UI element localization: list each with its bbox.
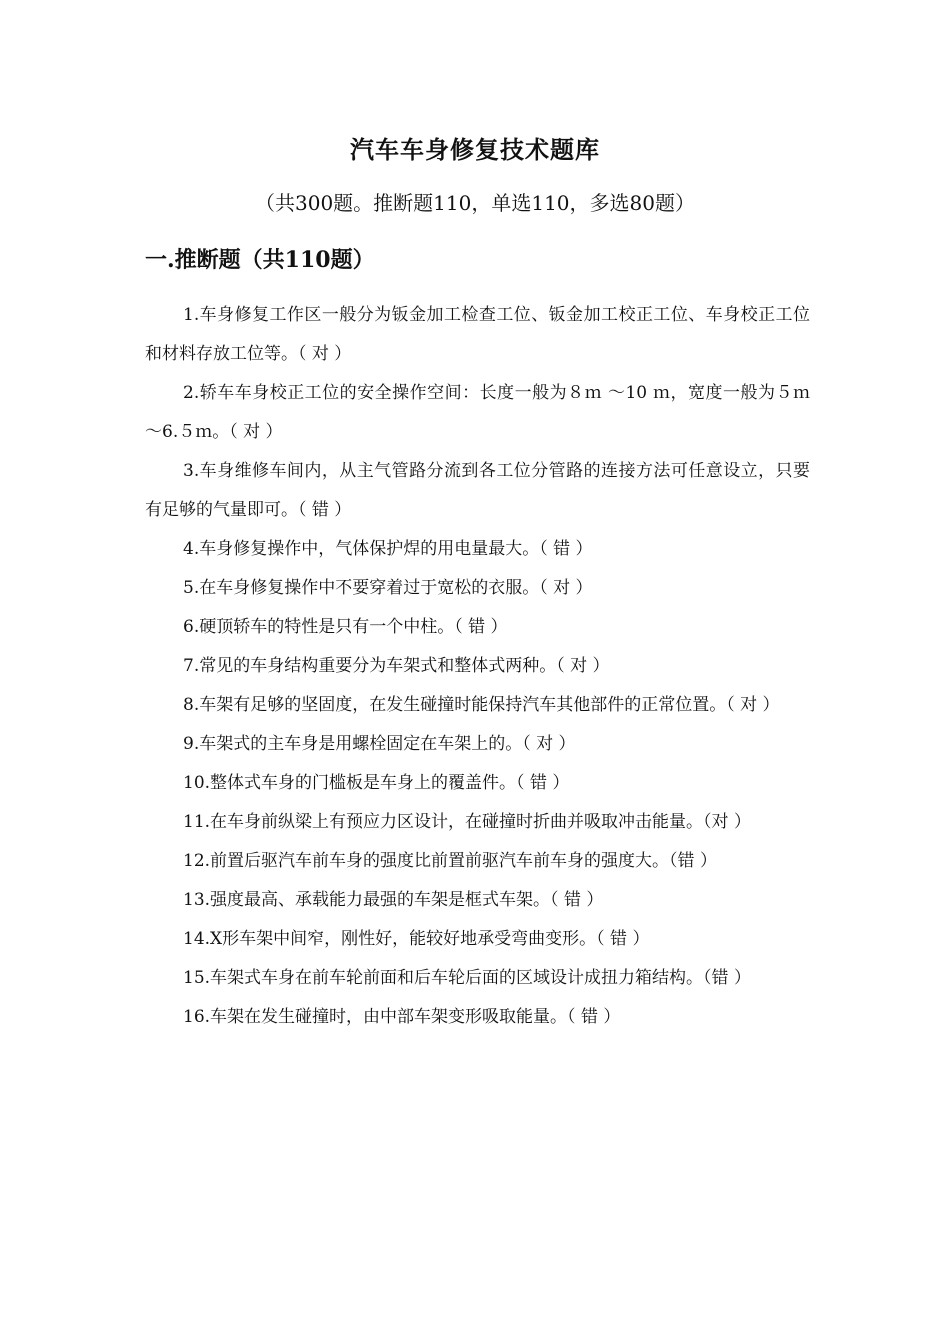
question-item: 12.前置后驱汽车前车身的强度比前置前驱汽车前车身的强度大。（错 ） [183,851,717,871]
question-item: 11.在车身前纵梁上有预应力区设计，在碰撞时折曲并吸取冲击能量。（对 ） [183,812,751,832]
question-item: 13.强度最高、承载能力最强的车架是框式车架。（ 错 ） [183,890,604,910]
question-item: 14.X形车架中间窄，刚性好，能较好地承受弯曲变形。（ 错 ） [183,929,650,949]
question-item: 7.常见的车身结构重要分为车架式和整体式两种。（ 对 ） [183,656,610,676]
document-title: 汽车车身修复技术题库 [350,135,600,164]
question-list [145,296,810,1037]
question-item: 16.车架在发生碰撞时，由中部车架变形吸取能量。（ 错 ） [183,1007,621,1027]
question-item: 3.车身维修车间内，从主气管路分流到各工位分管路的连接方法可任意设立，只要有足够的气量即可。（ 错 ） [145,461,810,520]
question-item: 6.硬顶轿车的特性是只有一个中柱。（ 错 ） [183,617,508,637]
question-item: 10.整体式车身的门槛板是车身上的覆盖件。（ 错 ） [183,773,570,793]
question-item: 15.车架式车身在前车轮前面和后车轮后面的区域设计成扭力箱结构。（错 ） [183,968,751,988]
question-item: 2.轿车车身校正工位的安全操作空间：长度一般为８ｍ ～10 ｍ，宽度一般为５ｍ ～6.５ｍ。（ 对 ） [145,383,810,442]
question-item: 4.车身修复操作中，气体保护焊的用电量最大。（ 错 ） [183,539,593,559]
question-item: 1.车身修复工作区一般分为钣金加工检查工位、钣金加工校正工位、车身校正工位和材料存放工位等。（ 对 ） [145,305,810,364]
question-item: 5.在车身修复操作中不要穿着过于宽松的衣服。（ 对 ） [183,578,593,598]
question-item: 9.车架式的主车身是用螺栓固定在车架上的。（ 对 ） [183,734,576,754]
question-item: 8.车架有足够的坚固度，在发生碰撞时能保持汽车其他部件的正常位置。（ 对 ） [183,695,780,715]
document-subtitle: （共300题。推断题110，单选110，多选80题） [255,191,695,215]
section-heading: 一.推断题（共110题） [145,247,375,273]
